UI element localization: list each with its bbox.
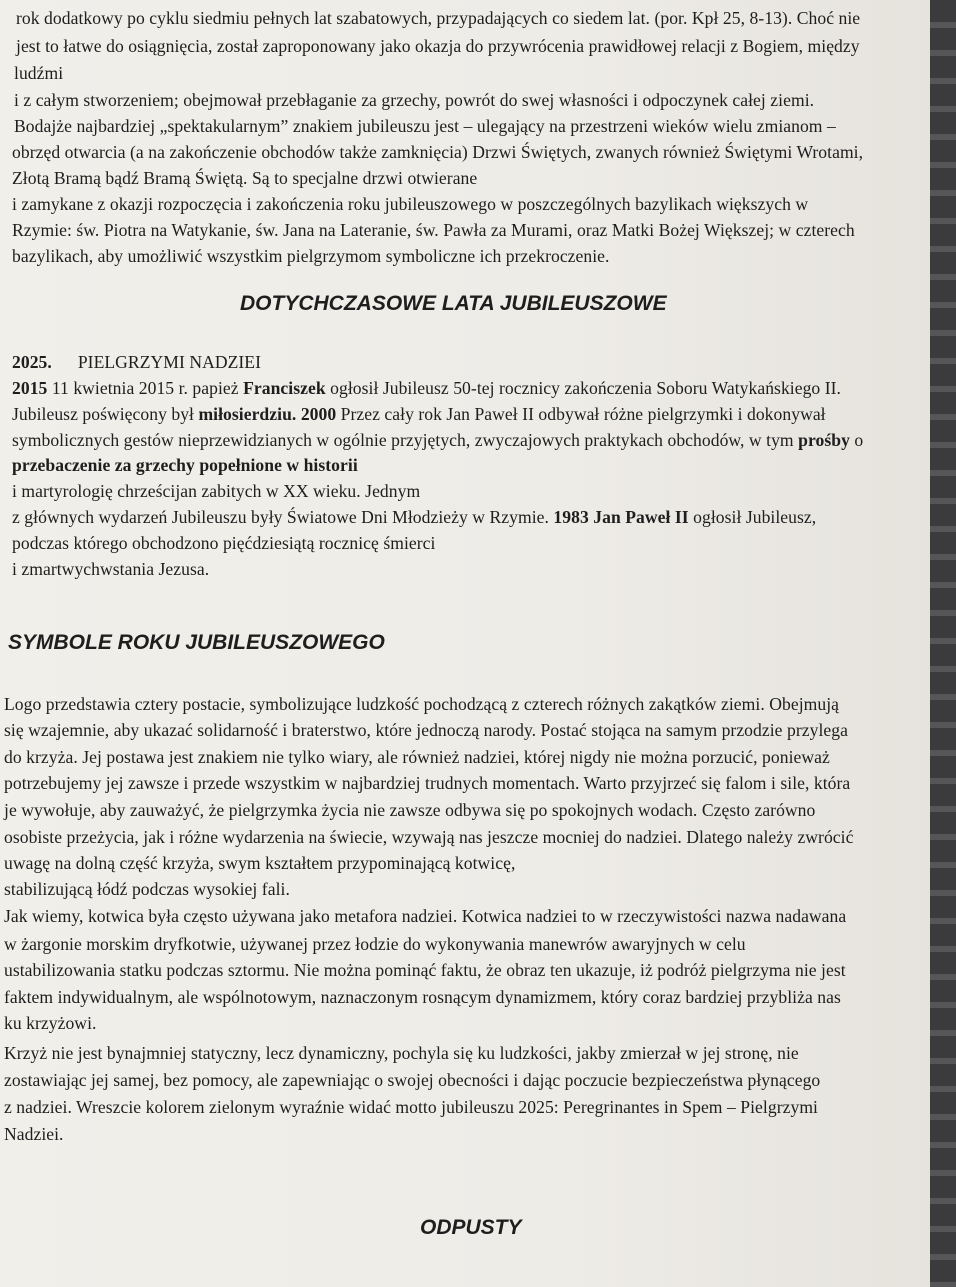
jubilee-entry-line: i martyrologię chrześcijan zabitych w XX wieku. Jednym (12, 481, 421, 501)
section-heading-symbols: SYMBOLE ROKU JUBILEUSZOWEGO (8, 631, 385, 654)
jubilee-entry-line (12, 430, 863, 451)
year-label: 2015 (12, 378, 48, 398)
intro-line: bazylikach, aby umożliwić wszystkim pielgrzymom symboliczne ich przekroczenie. (12, 246, 610, 266)
jubilee-entry-line: i zmartwychwstania Jezusa. (12, 559, 210, 579)
intro-line: i zamykane z okazji rozpoczęcia i zakończenia roku jubileuszowego w poszczególnych bazylikach większych w (12, 194, 809, 214)
emphasis-text: prośby (798, 430, 850, 450)
symbols-line: potrzebujemy jej zawsze i przede wszystkim w najbardziej trudnych momentach. Warto przyjrzeć się falom i sile, która (4, 773, 851, 793)
symbols-line: faktem indywidualnym, ale wspólnotowym, naznaczonym rosnącym dynamizmem, który coraz bardziej przybliża nas (4, 987, 841, 1007)
entry-text: Jubileusz poświęcony był (12, 404, 199, 424)
entry-text: 11 kwietnia 2015 r. papież (47, 378, 244, 398)
symbols-line: w żargonie morskim dryfkotwie, używanej przez łodzie do wykonywania manewrów awaryjnych w celu (4, 934, 746, 954)
intro-line: Rzymie: św. Piotra na Watykanie, św. Jana na Lateranie, św. Pawła za Murami, oraz Matki Bożej Większej; w czterech (12, 220, 855, 240)
entry-text: o (849, 430, 864, 450)
jubilee-entry-line (12, 507, 816, 528)
symbols-line: osobiste przeżycia, jak i różne wydarzenia na świecie, wzywają nas jeszcze mocniej do nadziei. Dlatego należy zwrócić (4, 827, 854, 847)
intro-line: Bodajże najbardziej „spektakularnym” znakiem jubileuszu jest – ulegający na przestrzeni wieków wielu zmianom – (14, 116, 836, 136)
symbols-line: do krzyża. Jej postawa jest znakiem nie tylko wiary, ale również nadziei, której nigdy nie można porzucić, ponieważ (4, 747, 830, 767)
pope-name: Franciszek (243, 378, 326, 398)
entry-text: ogłosił Jubileusz, (688, 507, 817, 527)
entry-text: ogłosił Jubileusz 50-tej rocznicy zakończenia Soboru Watykańskiego II. (325, 378, 841, 398)
symbols-line: stabilizującą łódź podczas wysokiej fali. (4, 879, 290, 899)
jubilee-entry-2025 (12, 352, 261, 373)
intro-line: Złotą Bramą bądź Bramą Świętą. Są to specjalne drzwi otwierane (12, 168, 478, 188)
symbols-line: ustabilizowania statku podczas sztormu. Nie można pominąć faktu, że obraz ten ukazuje, iż podróż pielgrzyma nie jest (4, 960, 846, 980)
symbols-line: je wywołuje, aby zauważyć, że pielgrzymka życia nie zawsze odbywa się po spokojnych wodach. Często zarówno (4, 800, 816, 820)
symbols-line: Jak wiemy, kotwica była często używana jako metafora nadziei. Kotwica nadziei to w rzeczywistości nazwa nadawana (4, 906, 847, 926)
year-label: 2025. (12, 352, 52, 372)
entry-text: symbolicznych gestów nieprzewidzianych w ogólnie przyjętych, zwyczajowych praktykach obchodów, w tym (12, 430, 799, 450)
intro-line: i z całym stworzeniem; obejmował przebłaganie za grzechy, powrót do swej własności i odpoczynek całej ziemi. (14, 90, 815, 110)
jubilee-entry-line (12, 404, 826, 425)
intro-line: rok dodatkowy po cyklu siedmiu pełnych lat szabatowych, przypadających co siedem lat. (por. Kpł 25, 8-13). Choć nie (16, 8, 861, 28)
symbols-line: zostawiając jej samej, bez pomocy, ale zapewniając o swojej obecności i dając poczucie bezpieczeństwa płynącego (4, 1070, 821, 1090)
year-label: 2000 (300, 404, 337, 424)
intro-line: ludźmi (14, 63, 64, 83)
symbols-line: Krzyż nie jest bynajmniej statyczny, lecz dynamiczny, pochyla się ku ludzkości, jakby zmierzał w jej stronę, nie (4, 1043, 799, 1063)
symbols-line: z nadziei. Wreszcie kolorem zielonym wyraźnie widać motto jubileuszu 2025: Peregrinantes in Spem – Pielgrzymi (4, 1097, 818, 1117)
symbols-line: Nadziei. (4, 1124, 64, 1144)
intro-line: jest to łatwe do osiągnięcia, został zaproponowany jako okazja do przywrócenia prawidłowej relacji z Bogiem, między (16, 36, 860, 56)
symbols-line: się wzajemnie, aby ukazać solidarność i braterstwo, które jednoczą narody. Postać stojąca na samym przodzie przylega (4, 720, 848, 740)
year-label: 1983 Jan Paweł II (553, 507, 689, 527)
entry-text: Przez cały rok Jan Paweł II odbywał różne pielgrzymki i dokonywał (336, 404, 826, 424)
jubilee-entry-line (12, 455, 358, 476)
jubilee-entry-line: podczas którego obchodzono pięćdziesiątą rocznicę śmierci (12, 533, 436, 553)
intro-line: obrzęd otwarcia (a na zakończenie obchodów także zamknięcia) Drzwi Świętych, zwanych również Świętymi Wrotami, (12, 142, 864, 162)
emphasis-text: przebaczenie za grzechy popełnione w historii (12, 455, 358, 475)
emphasis-text: miłosierdziu. (198, 404, 297, 424)
section-heading-indulgences: ODPUSTY (420, 1216, 522, 1239)
symbols-line: uwagę na dolną część krzyża, swym kształtem przypominającą kotwicę, (4, 853, 516, 873)
jubilee-entry-2015 (12, 378, 841, 399)
entry-text: z głównych wydarzeń Jubileuszu były Światowe Dni Młodzieży w Rzymie. (12, 507, 554, 527)
entry-text: PIELGRZYMI NADZIEI (77, 352, 262, 372)
section-heading-jubilee-years: DOTYCHCZASOWE LATA JUBILEUSZOWE (240, 292, 667, 315)
binder-edge (930, 0, 956, 1287)
symbols-line: Logo przedstawia cztery postacie, symbolizujące ludzkość pochodzącą z czterech różnych zakątków ziemi. Obejmują (4, 694, 840, 714)
symbols-line: ku krzyżowi. (4, 1013, 97, 1033)
